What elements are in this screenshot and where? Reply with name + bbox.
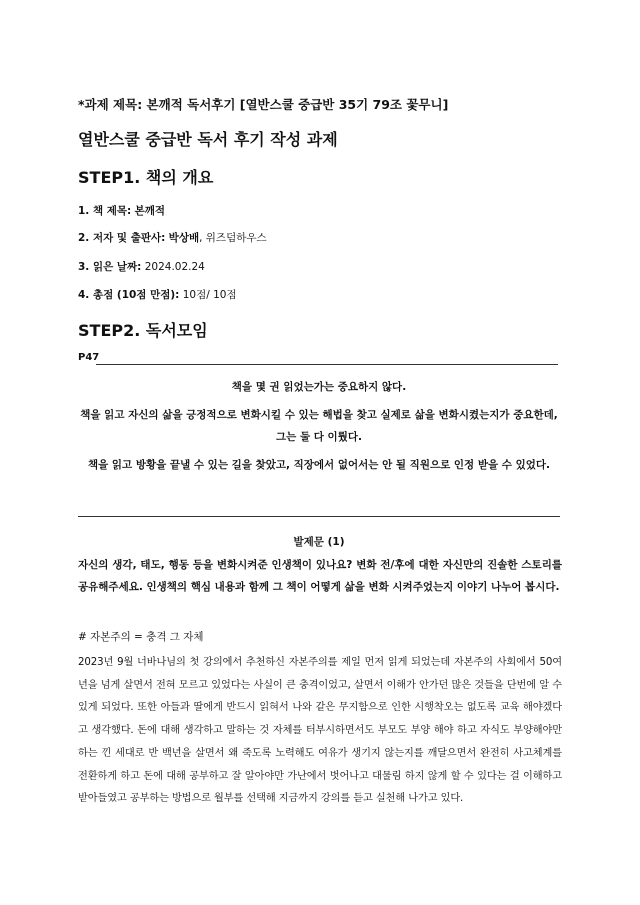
quote-3: 책을 읽고 방황을 끝낼 수 있는 길을 찾았고, 직장에서 없어서는 안 될 직원으로 인정 받을 수 있었다. bbox=[87, 459, 551, 471]
book-title-value: 본깨적 bbox=[134, 205, 166, 217]
date-read-label: 3. 읽은 날짜: bbox=[78, 261, 142, 273]
page-reference-underline bbox=[96, 364, 558, 365]
step2-heading: STEP2. 독서모임 bbox=[78, 321, 208, 340]
step1-heading: STEP1. 책의 개요 bbox=[78, 168, 214, 187]
publisher: , 위즈덤하우스 bbox=[199, 232, 267, 244]
document-title: 열반스쿨 중급반 독서 후기 작성 과제 bbox=[78, 130, 338, 149]
score-value: 10점/ 10점 bbox=[182, 289, 237, 301]
quote-2: 책을 읽고 자신의 삶을 긍정적으로 변화시킬 수 있는 해법을 찾고 실제로 삶을 변화시켰는지가 중요한데, 그는 둘 다 이뤘다. bbox=[80, 409, 558, 443]
score-label: 4. 총점 (10점 만점): bbox=[78, 289, 180, 301]
author-row bbox=[78, 230, 267, 245]
score-row bbox=[78, 287, 237, 302]
date-read-row bbox=[78, 259, 205, 274]
answer-body: 2023년 9월 너바나님의 첫 강의에서 추천하신 자본주의를 제일 먼저 읽게 되었는데 자본주의 사회에서 50여년을 넘게 살면서 전혀 모르고 있었다는 사실이 큰 충격이었고, 살면서 이해가 안가던 많은 것들을 단번에 알 수 있게 되었다. 또한 아들과 딸에게 반드시 읽혀서 나와 같은 무지함으로 인한 시행착오는 없도록 교육 해야겠다고 생각했다. 돈에 대해 생각하고 말하는 것 자체를 터부시하면서도 부모도 부양 해야 하고 자식도 부양해야만 하는 낀 세대로 반 백년을 살면서 왜 죽도록 노력해도 여유가 생기지 않는지를 깨달으면서 완전히 사고체계를 전환하게 하고 돈에 대해 공부하고 잘 알아야만 가난에서 벗어나고 대물림 하지 않게 할 수 있다는 걸 이해하고 받아들였고 공부하는 방법으로 월부를 선택해 지금까지 강의를 듣고 실천해 나가고 있다. bbox=[78, 657, 562, 805]
section-divider bbox=[78, 516, 560, 517]
book-title-label: 1. 책 제목: bbox=[78, 205, 132, 217]
date-read-value: 2024.02.24 bbox=[144, 261, 205, 273]
book-title-row bbox=[78, 203, 165, 218]
prompt-body: 자신의 생각, 태도, 행동 등을 변화시켜준 인생책이 있나요? 변화 전/후에 대한 자신만의 진솔한 스토리를 공유해주세요. 인생책의 핵심 내용과 함께 그 책이 어떻게 삶을 변화 시켜주었는지 이야기 나누어 봅시다. bbox=[78, 559, 562, 593]
author-name: 박상배 bbox=[168, 232, 200, 244]
author-label: 2. 저자 및 출판사: bbox=[78, 232, 166, 244]
quote-1: 책을 몇 권 읽었는가는 중요하지 않다. bbox=[231, 381, 407, 393]
answer-subheading: # 자본주의 = 충격 그 자체 bbox=[78, 631, 204, 643]
prompt-title: 발제문 (1) bbox=[293, 536, 345, 548]
page-reference: P47 bbox=[78, 352, 100, 363]
assignment-title: *과제 제목: 본깨적 독서후기 [열반스쿨 중급반 35기 79조 꽃무니] bbox=[78, 97, 449, 112]
